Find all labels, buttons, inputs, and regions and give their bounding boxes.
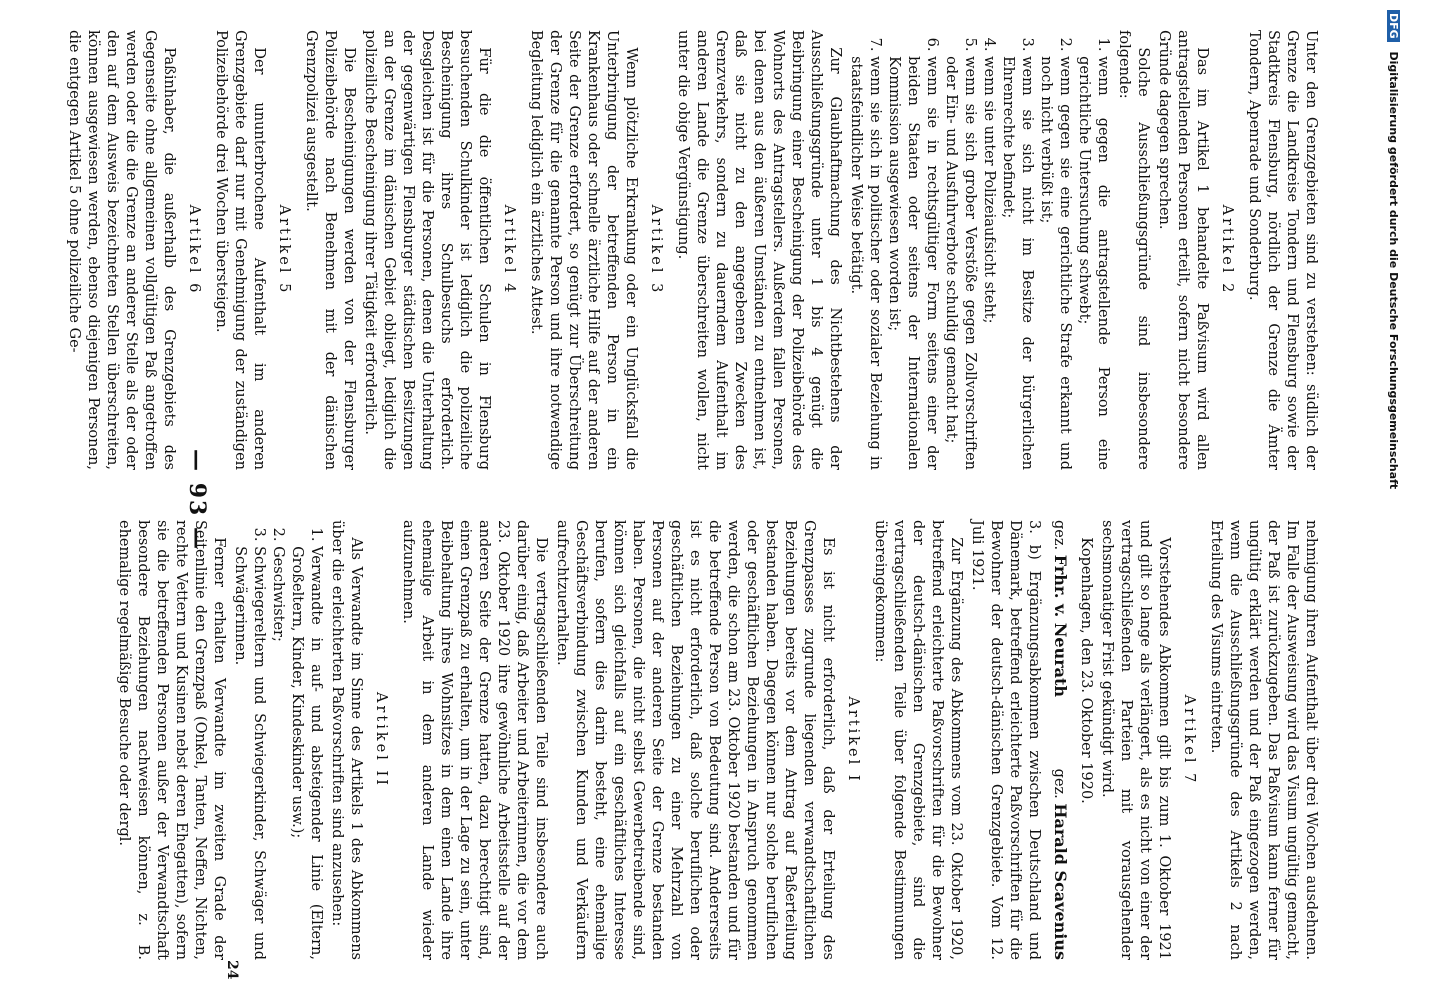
dfg-sidenote: [1376, 10, 1400, 990]
left-column: [66, 30, 1320, 470]
article-3-paragraph: Wenn plötzliche Erkrankung oder ein Unglücksfall die Unterbringung der betreffenden Person in ein Krankenhaus oder schnelle ärztliche Hilfe auf der anderen Seite der Grenze erfordert, so genügt zur Überschreitung der Grenze für die genannte Person und ihre notwendige Begleitung lediglich ein ärztliches Attest.: [528, 30, 639, 470]
continued-paragraph: nehmigung ihren Aufenthalt über drei Wochen ausdehnen. Im Falle der Ausweisung wird das Visum ungültig gemacht, der Paß ist zurückzugeben. Das Paßvisum kann ferner für ungültig erklärt werden und der Paß eingezogen werden, wenn die Ausschließungsgründe des Artikels 2 nach Erteilung des Visums eintreten.: [1208, 520, 1319, 960]
exclusion-list: [846, 30, 1112, 470]
article-6-paragraph: Paßinhaber, die außerhalb des Grenzgebiets des Gegenseite ohne allgemeinen vollgültigen Paß angetroffen werden oder die die Grenze an anderer Stelle als der oder den auf dem Ausweis bezeichneten Stellen überschreiten, können ausgewiesen werden, ebenso diejenigen Personen, die entgegen Artikel 5 ohne polizeiliche Ge-: [66, 30, 177, 470]
article-5-paragraph: Der ununterbrochene Aufenthalt im anderen Grenzgebiete darf nur mit Genehmigung der zuständigen Polizeibehörde drei Wochen übersteigen.: [213, 30, 267, 470]
article-II-paragraph: Ferner erhalten Verwandte im zweiten Grade der Seitenlinie den Grenzpaß (Onkel, Tanten, Neffen, Nichten, rechte Vettern und Kusinen nebst deren Ehegatten), sofern sie die betreffenden Personen außer der Verwandtschaft besondere Beziehungen nachweisen können, z. B. ehemalige regelmäßige Besuche oder dergl.: [116, 520, 227, 960]
signature-prefix: gez.: [1051, 768, 1067, 799]
article-4-heading: Artikel 4: [501, 204, 517, 296]
list-item: 1. Verwandte in auf- und absteigender Linie (Eltern, Großeltern, Kinder, Kindeskinder usw.);: [287, 546, 325, 960]
article-5-heading: Artikel 5: [276, 204, 292, 296]
signatures: [1049, 520, 1070, 960]
article-7-paragraph: Vorstehendes Abkommen gilt bis zum 1. Oktober 1921 und gilt so lange als verlängert, als es nicht von einer der vertragschließenden Parteien mit vorausgehender sechsmonatiger Frist gekündigt wird.: [1099, 520, 1172, 960]
article-7-heading: Artikel 7: [1181, 694, 1197, 786]
article-2-heading: Artikel 2: [1219, 204, 1235, 296]
signature-left: [1049, 520, 1070, 697]
article-I-paragraph: Die vertragschließenden Teile sind insbesondere auch darüber einig, daß Arbeiter und Arbeiterinnen, die vor dem 23. Oktober 1920 ihre gewöhnliche Arbeitsstelle auf der anderen Seite der Grenze hatten, dazu berechtigt sind, einen Grenzpaß zu erhalten, um in der Lage zu sein, unter Beibehaltung ihres Wohnsitzes in dem einen Lande ihre ehemalige Arbeit in dem anderen Lande wieder aufzunehmen.: [400, 520, 549, 960]
section-3b-paragraph: Zur Ergänzung des Abkommens vom 23. Oktober 1920, betreffend erleichterte Paßvorschriften für die Bewohner der deutsch-dänischen Grenzgebiete, sind die vertragschließenden Teile über folgende Bestimmungen übereingekommen:: [872, 520, 964, 960]
list-item: 1. wenn gegen die antragstellende Person eine gerichtliche Untersuchung schwebt;: [1074, 56, 1112, 470]
list-item: 3. Schwiegereltern und Schwiegerkinder, Schwäger und Schwägerinnen.: [230, 546, 268, 960]
scanned-page: [66, 0, 1340, 1000]
signature-prefix: gez.: [1051, 520, 1067, 551]
list-item: 5. wenn sie sich grober Verstöße gegen Zollvorschriften oder Ein- und Ausfuhrverbote schuldig gemacht hat;: [941, 56, 979, 470]
list-item: 4. wenn sie unter Polizeiaufsicht steht;: [979, 56, 998, 470]
section-3b-title: 3. b) Ergänzungsabkommen zwischen Deutschland und Dänemark, betreffend erleichterte Paßvorschriften für die Bewohner der deutsch-dänischen Grenzgebiete. Vom 12. Juli 1921.: [969, 520, 1042, 960]
relatives-list: [230, 520, 325, 960]
intro-paragraph: Unter den Grenzgebieten sind zu verstehen: südlich der Grenze die Landkreise Tondern und Flensburg sowie der Stadtkreis Flensburg, nördlich der Grenze die Ämter Tondern, Apenrade und Sonderburg.: [1246, 30, 1319, 470]
article-II-paragraph: Als Verwandte im Sinne des Artikels 1 des Abkommens über die erleichterten Paßvorschriften sind anzusehen:: [329, 520, 364, 960]
right-column: [116, 520, 1320, 960]
list-item: 6. wenn sie in rechtsgültiger Form seitens einer der beiden Staaten oder seitens der Internationalen Kommission ausgewiesen worden ist;: [884, 56, 941, 470]
page-number: — 93 —: [184, 449, 210, 551]
article-4-paragraph: Die Bescheinigungen werden von der Flensburger Polizeibehörde nach Benehmen mit der dänischen Grenzpolizei ausgestellt.: [303, 30, 357, 470]
dfg-logo: DFG: [1387, 10, 1400, 42]
article-2-paragraph: Zur Glaubhaftmachung des Nichtbestehens der Ausschließungsgründe unter 1 bis 4 genügt die Beibringung einer Bescheinigung der Polizeibehörde des Wohnorts des Antragstellers. Außerdem fallen Personen, bei denen aus den äußeren Umständen zu entnehmen ist, daß sie nicht zu den angegebenen Zwecken des Grenzverkehrs, sondern zu dauerndem Aufenthalt im anderen Lande die Grenze überschreiten wollen, nicht unter die obige Vergünstigung.: [675, 30, 843, 470]
article-I-paragraph: Es ist nicht erforderlich, daß der Erteilung des Grenzpasses zugrunde liegenden verwandtschaftlichen Beziehungen bereits vor dem Antrag auf Paßerteilung bestanden haben. Dagegen können nur solche beruflichen oder geschäftlichen Beziehungen in Anspruch genommen werden, die schon am 23. Oktober 1920 bestanden und für die betreffende Person von Bedeutung sind. Andererseits ist es nicht erforderlich, daß solche beruflichen oder geschäftlichen Beziehungen zu einer Mehrzahl von Personen auf der anderen Seite der Grenze bestanden haben. Personen, die nicht selbst Gewerbetreibende sind, können sich gleichfalls auf ein geschäftliches Interesse berufen, sofern dies darin besteht, eine ehemalige Geschäftsverbindung zwischen Kunden und Verkäufern aufrechtzuerhalten.: [554, 520, 836, 960]
signature-name: Harald Scavenius: [1051, 803, 1070, 960]
signature-number: 24: [224, 960, 240, 980]
article-3-heading: Artikel 3: [648, 204, 664, 296]
sidenote-text: Digitalisierung gefördert durch die Deutsche Forschungsgemeinschaft: [1387, 51, 1400, 490]
signature-name: Frhr. v. Neurath: [1051, 554, 1070, 698]
list-item: 3. wenn sie sich nicht im Besitze der bürgerlichen Ehrenrechte befindet;: [998, 56, 1036, 470]
signature-right: [1049, 769, 1070, 960]
article-II-heading: Artikel II: [373, 692, 389, 788]
article-2-paragraph: Das im Artikel 1 behandelte Paßvisum wird allen antragstellenden Personen erteilt, sofern nicht besondere Gründe dagegen sprechen.: [1156, 30, 1210, 470]
place-date: Kopenhagen, den 23. Oktober 1920.: [1078, 537, 1094, 804]
article-6-heading: Artikel 6: [186, 204, 202, 296]
article-4-paragraph: Für die die öffentlichen Schulen in Flensburg besuchenden Schulkinder ist lediglich die polizeiliche Bescheinigung ihres Schulbesuchs erforderlich. Desgleichen ist für die Personen, denen die Unterhaltung der gegenwärtigen Flensburger städtischen Besitzungen an der Grenze im dänischen Gebiet obliegt, lediglich die polizeiliche Bescheinigung ihrer Tätigkeit erforderlich.: [362, 30, 492, 470]
list-item: 2. Geschwister;: [268, 546, 287, 960]
list-item: 2. wenn gegen sie eine gerichtliche Strafe erkannt und noch nicht verbüßt ist;: [1036, 56, 1074, 470]
article-I-heading: Artikel I: [845, 696, 861, 784]
list-item: 7. wenn sie sich in politischer oder sozialer Beziehung in staatsfeindlicher Weise betätigt.: [846, 56, 884, 470]
article-2-paragraph: Solche Ausschließungsgründe sind insbesondere folgende:: [1116, 30, 1151, 470]
